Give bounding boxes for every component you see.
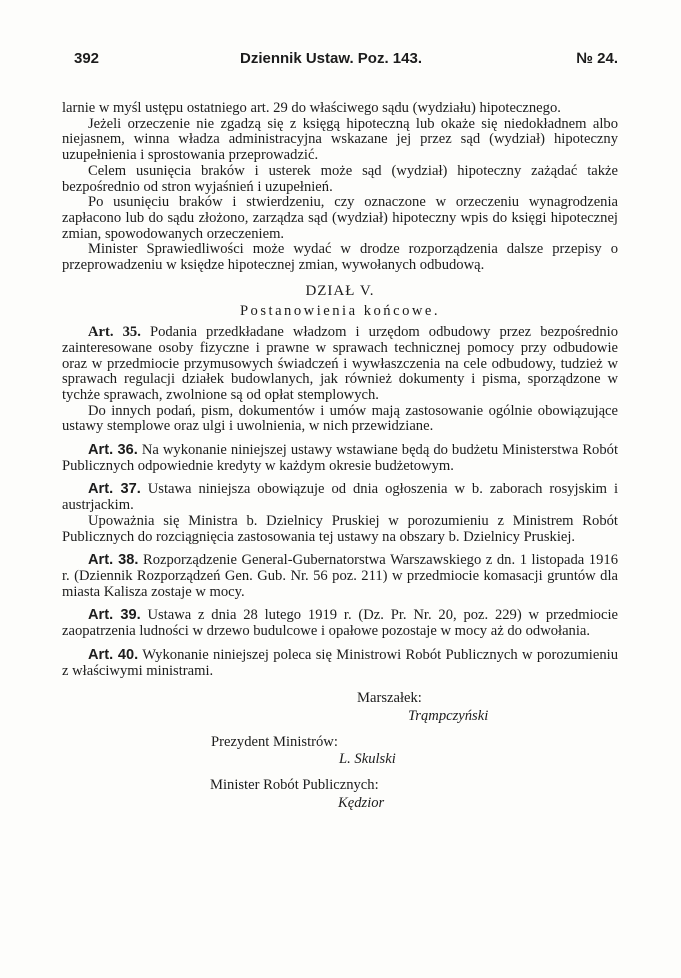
- paragraph: Po usunięciu braków i stwierdzeniu, czy oznaczone w orzeczeniu wynagrodzenia zapłacono lub do sądu złożono, zarządza sąd (wydział) hipoteczny wpis do księgi hipotecznej zmian, spowodowanych orzeczeniem.: [62, 194, 618, 242]
- article-label: Art. 37.: [88, 481, 141, 498]
- section-subtitle: Postanowienia końcowe.: [239, 303, 441, 320]
- page-number: 392: [74, 50, 100, 67]
- signature-name: Kędzior: [338, 794, 385, 811]
- article-35-paragraph-2: Do innych podań, pism, dokumentów i umów mają zastosowanie ogólnie obowiązujące ustawy stemplowe oraz ulgi i uwolnienia, w nich przewidziane.: [62, 402, 618, 435]
- article-39: [62, 608, 618, 639]
- document-body: [62, 101, 618, 811]
- signature-role: Marszałek:: [357, 690, 422, 707]
- paragraph: larnie w myśl ustępu ostatniego art. 29 do właściwego sądu (wydziału) hipotecznego.: [62, 100, 561, 116]
- article-37-paragraph-2: Upoważnia się Ministra b. Dzielnicy Pruskiej w porozumieniu z Ministrem Robót Publicznych do rozciągnięcia zastosowania tej ustawy na obszary b. Dzielnicy Pruskiej.: [62, 512, 618, 545]
- article-text: Ustawa niniejsza obowiązuje od dnia ogłoszenia w b. zaborach rosyjskim i austrjackim.: [62, 481, 618, 514]
- signatures-block: [62, 691, 618, 811]
- article-label: Art. 38.: [88, 552, 139, 569]
- article-label: Art. 35.: [88, 324, 141, 341]
- article-text: Wykonanie niniejszej poleca się Ministrowi Robót Publicznych w porozumieniu z właściwymi ministrami.: [62, 646, 618, 679]
- article-text: Na wykonanie niniejszej ustawy wstawiane będą do budżetu Ministerstwa Robót Publicznych odpowiednie kredyty w każdym okresie budżetowym.: [62, 442, 619, 474]
- article-label: Art. 39.: [88, 607, 141, 624]
- article-37: [62, 482, 618, 513]
- signature-role: Prezydent Ministrów:: [211, 733, 338, 750]
- article-text: Ustawa z dnia 28 lutego 1919 r. (Dz. Pr. Nr. 20, poz. 229) w przedmiocie zaopatrzenia ludności w drzewo budulcowe i opałowe pozostaje w mocy aż do odwołania.: [62, 607, 618, 640]
- article-label: Art. 40.: [88, 646, 139, 663]
- article-38: [62, 553, 618, 600]
- article-label: Art. 36.: [88, 442, 138, 459]
- paragraph: Jeżeli orzeczenie nie zgadzą się z księgą hipoteczną lub okaże się niedokładnem albo niejasnem, winna władza administracyjna wskazane jej przez sąd (wydział) hipoteczny uzupełnienia i sprostowania przeprowadzić.: [62, 115, 618, 164]
- article-text: Rozporządzenie General-Gubernatorstwa Warszawskiego z dn. 1 listopada 1916 r. (Dziennik Rozporządzeń Gen. Gub. Nr. 56 poz. 211) w przedmiocie komasacji gruntów dla miasta Kalisza zostaje w mocy.: [62, 552, 618, 600]
- paragraph: Minister Sprawiedliwości może wydać w drodze rozporządzenia dalsze przepisy o przeprowadzeniu w księdze hipotecznej zmian, wywołanych odbudową.: [62, 241, 618, 274]
- section-heading: DZIAŁ V.: [305, 282, 375, 299]
- article-36: [62, 443, 618, 474]
- issue-number: № 24.: [576, 50, 618, 67]
- article-40: [62, 648, 618, 679]
- article-35: [62, 325, 618, 404]
- signature-role: Minister Robót Publicznych:: [210, 777, 379, 794]
- paragraph: Celem usunięcia braków i usterek może sąd (wydział) hipoteczny zażądać także bezpośrednio od stron wyjaśnień i uzupełnień.: [62, 162, 618, 195]
- signature-name: Trąmpczyński: [408, 707, 489, 724]
- page-header: [62, 44, 618, 70]
- document-page: [62, 44, 618, 811]
- journal-title: Dziennik Ustaw. Poz. 143.: [240, 50, 422, 67]
- signature-name: L. Skulski: [339, 751, 396, 768]
- article-text: Podania przedkładane władzom i urzędom odbudowy przez bezpośrednio zainteresowane osoby fizyczne i prawne w sprawach technicznej pomocy przy odbudowie oraz w przedmiocie przymusowych świadczeń i wywłaszczenia na cele odbudowy, tudzież w sprawach regulacji działek budowlanych, jak również dokumenty i pisma, sporządzone w tychże sprawach, zwolnione są od opłat stemplowych.: [62, 324, 618, 403]
